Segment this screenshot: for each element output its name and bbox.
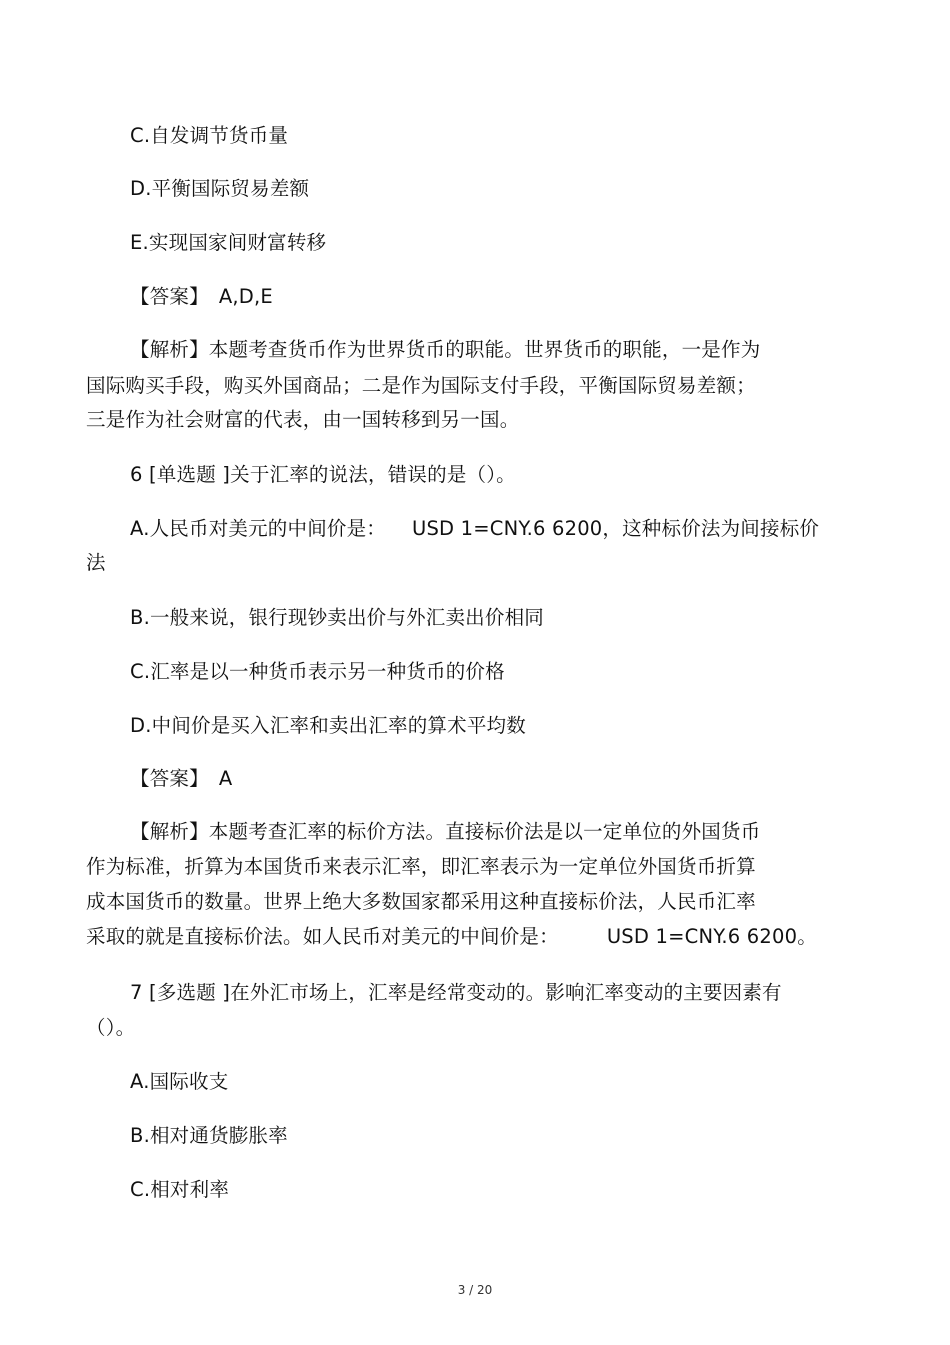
q6-analysis-line-4 [86,925,817,949]
q6-option-b: B.一般来说，银行现钞卖出价与外汇卖出价相同 [130,606,544,629]
q6-analysis-line-3: 成本国货币的数量。世界上绝大多数国家都采用这种直接标价法，人民币汇率 [86,890,756,913]
q7-stem-line-2: （）。 [86,1016,136,1039]
q6-option-a-prefix: A.人民币对美元的中间价是： [130,517,386,540]
q6-analysis-last-prefix: 采取的就是直接标价法。如人民币对美元的中间价是： [86,925,559,948]
q6-option-a-tail: 法 [86,551,106,574]
q6-option-a [130,517,819,541]
q5-option-e: E.实现国家间财富转移 [130,231,327,254]
q7-option-a: A.国际收支 [130,1070,229,1093]
q6-analysis-line-1: 【解析】本题考查汇率的标价方法。直接标价法是以一定单位的外国货币 [130,820,761,843]
q5-option-d: D.平衡国际贸易差额 [130,177,310,200]
q6-analysis-last-rate: USD 1=CNY.6 6200。 [606,925,817,948]
q5-answer-label: 【答案】 [130,285,209,308]
q6-answer-value: A [218,767,233,790]
q5-analysis-line-2: 国际购买手段，购买外国商品；二是作为国际支付手段，平衡国际贸易差额； [86,374,756,397]
q6-option-d: D.中间价是买入汇率和卖出汇率的算术平均数 [130,714,526,737]
q5-answer [130,285,273,309]
q7-option-b: B.相对通货膨胀率 [130,1124,288,1147]
q7-option-c: C.相对利率 [130,1178,230,1201]
page-indicator: 3 / 20 [457,1283,493,1297]
q6-option-c: C.汇率是以一种货币表示另一种货币的价格 [130,660,505,683]
q6-answer [130,767,232,791]
q6-analysis-line-2: 作为标准，折算为本国货币来表示汇率，即汇率表示为一定单位外国货币折算 [86,855,756,878]
q6-stem: 6 [单选题 ]关于汇率的说法，错误的是（）。 [130,463,516,486]
q6-answer-label: 【答案】 [130,767,209,790]
q5-option-c: C.自发调节货币量 [130,124,289,147]
q5-analysis-line-1: 【解析】本题考查货币作为世界货币的职能。世界货币的职能，一是作为 [130,338,761,361]
q5-answer-value: A,D,E [218,285,273,308]
q5-analysis-line-3: 三是作为社会财富的代表，由一国转移到另一国。 [86,408,520,431]
q6-option-a-rate: USD 1=CNY.6 6200，这种标价法为间接标价 [412,517,820,540]
q7-stem-line-1: 7 [多选题 ]在外汇市场上，汇率是经常变动的。影响汇率变动的主要因素有 [130,981,782,1004]
